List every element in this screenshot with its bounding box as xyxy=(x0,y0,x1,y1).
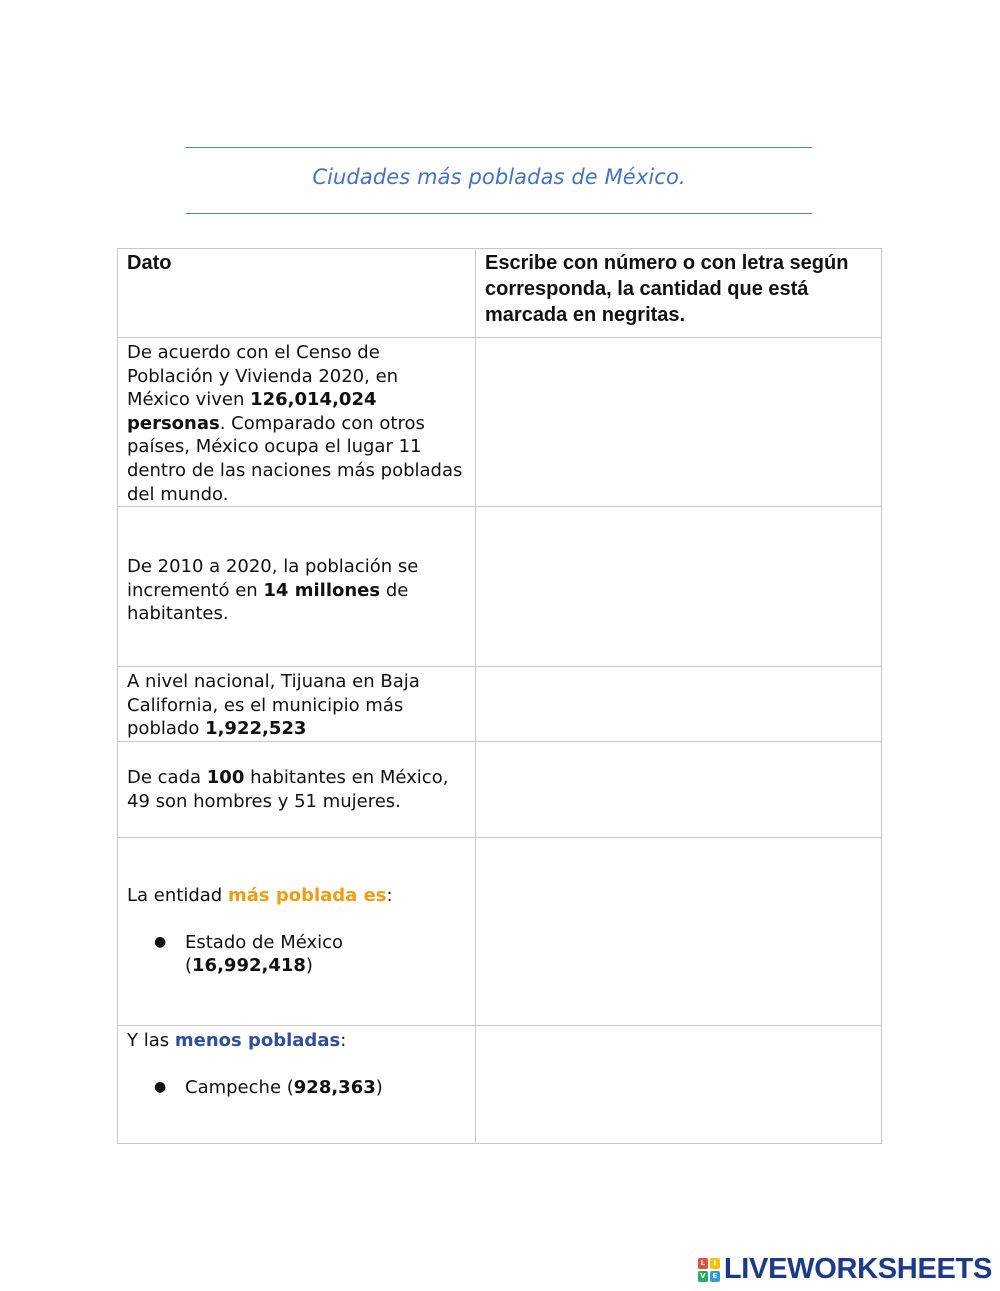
bold-quantity: 100 xyxy=(206,766,245,788)
dato-cell xyxy=(118,338,476,507)
dato-cell xyxy=(118,741,476,837)
dato-intro: La entidad más poblada es: xyxy=(127,884,393,906)
dato-cell xyxy=(118,1025,476,1143)
answer-cell-3[interactable] xyxy=(476,667,882,742)
header-cell-dato xyxy=(118,249,476,338)
answer-cell-2[interactable] xyxy=(476,507,882,667)
table-row xyxy=(118,507,882,667)
table-row xyxy=(118,1025,882,1143)
dato-text-3: A nivel nacional, Tijuana en Baja California, es el municipio más poblado 1,922,523 xyxy=(127,671,420,740)
page-title: Ciudades más pobladas de México. xyxy=(312,165,686,189)
bullet-dot-icon: ● xyxy=(154,933,167,950)
bold-quantity: 16,992,418 xyxy=(192,955,306,977)
title-rule-top xyxy=(186,147,812,148)
dato-text-1: De acuerdo con el Censo de Población y Vivienda 2020, en México viven 126,014,024 personas. Comparado con otros países, México ocupa el lugar 11 dentro de las naciones más pobladas del mundo. xyxy=(127,342,463,505)
highlight-blue: menos pobladas xyxy=(174,1029,341,1051)
bold-quantity: 14 millones xyxy=(263,579,381,601)
table-row xyxy=(118,338,882,507)
header-dato-label: Dato xyxy=(127,252,172,274)
dato-text-2: De 2010 a 2020, la población se incrementó en 14 millones de habitantes. xyxy=(127,556,419,625)
bold-quantity: 1,922,523 xyxy=(205,718,307,740)
list-item: ● Campeche (928,363) xyxy=(127,1076,466,1100)
logo-text: LIVEWORKSHEETS xyxy=(723,1253,992,1285)
dato-text-4: De cada 100 habitantes en México, 49 son hombres y 51 mujeres. xyxy=(127,766,449,812)
title-rule-bottom xyxy=(186,213,812,214)
table-header-row xyxy=(118,249,882,338)
highlight-orange: más poblada es xyxy=(227,884,387,906)
answer-cell-4[interactable] xyxy=(476,741,882,837)
liveworksheets-mark-icon: L I V E xyxy=(698,1258,720,1282)
table-row xyxy=(118,667,882,742)
dato-cell xyxy=(118,507,476,667)
answer-cell-1[interactable] xyxy=(476,338,882,507)
bold-quantity: 928,363 xyxy=(293,1076,376,1098)
worksheet-table xyxy=(117,248,882,1144)
bold-quantity: 126,014,024 personas xyxy=(127,389,377,434)
bullet-dot-icon: ● xyxy=(154,1078,167,1095)
liveworksheets-logo xyxy=(698,1253,992,1286)
dato-cell xyxy=(118,837,476,1025)
table-row xyxy=(118,741,882,837)
header-cell-instructions xyxy=(476,249,882,338)
dato-text-6 xyxy=(118,1026,475,1099)
list-item: ● Estado de México (16,992,418) xyxy=(127,931,466,978)
answer-cell-6[interactable] xyxy=(476,1025,882,1143)
answer-cell-5[interactable] xyxy=(476,837,882,1025)
dato-intro: Y las menos pobladas: xyxy=(127,1029,347,1051)
dato-cell xyxy=(118,667,476,742)
dato-text-5 xyxy=(118,838,475,978)
table-row xyxy=(118,837,882,1025)
header-instructions-label: Escribe con número o con letra según corresponda, la cantidad que está marcada en negritas. xyxy=(485,252,849,326)
